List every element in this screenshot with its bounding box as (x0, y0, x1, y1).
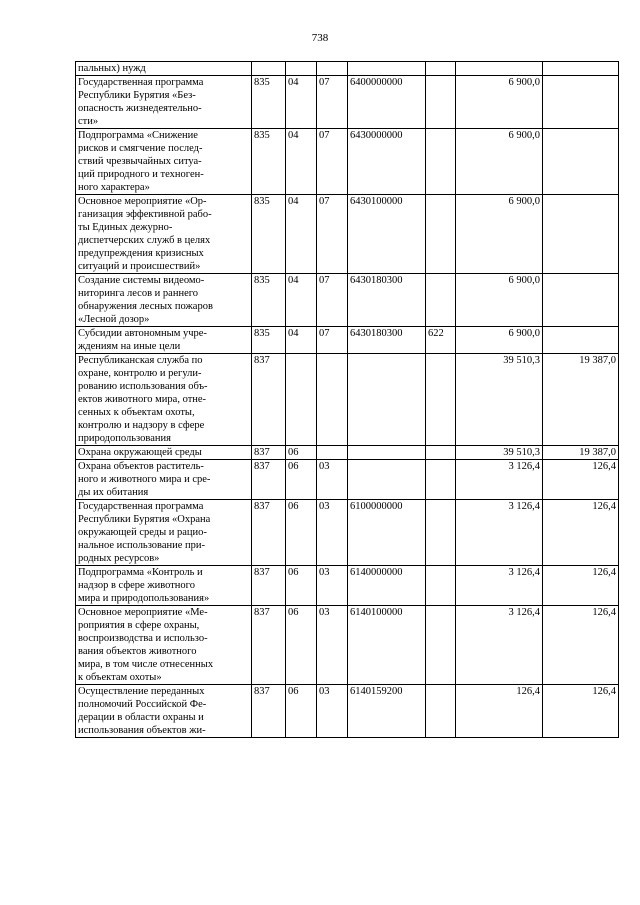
item-name-line: сенных к объектам охоты, (78, 407, 195, 418)
item-name-line: роприятия в сфере охраны, (78, 620, 200, 631)
federal-amount-cell (543, 129, 619, 195)
expense-type-cell (426, 500, 456, 566)
item-name-cell (76, 460, 252, 500)
expense-type-cell (426, 446, 456, 460)
federal-amount-cell: 126,4 (543, 460, 619, 500)
table-row (76, 195, 619, 274)
item-name-line: мира, в том числе отнесенных (78, 659, 214, 670)
item-name-line: ждениям на иные цели (78, 341, 181, 352)
section-code-cell: 04 (286, 327, 317, 354)
federal-amount-cell: 126,4 (543, 566, 619, 606)
item-name-line: родных ресурсов» (78, 553, 160, 564)
table-row (76, 354, 619, 446)
item-name-line: рованию использования объ- (78, 381, 208, 392)
subsection-code-cell (317, 62, 348, 76)
item-name-line: Основное мероприятие «Ор- (78, 196, 207, 207)
item-name-line: Охрана объектов раститель- (78, 461, 204, 472)
item-name-line: Республики Бурятия «Без- (78, 90, 196, 101)
subsection-code-cell: 03 (317, 500, 348, 566)
item-name-line: Осуществление переданных (78, 686, 205, 697)
item-name-line: контролю и надзору в сфере (78, 420, 205, 431)
target-article-cell (348, 354, 426, 446)
federal-amount-cell: 126,4 (543, 606, 619, 685)
ved-code-cell: 835 (252, 76, 286, 129)
section-code-cell: 06 (286, 566, 317, 606)
item-name-cell (76, 606, 252, 685)
federal-amount-cell (543, 274, 619, 327)
subsection-code-cell (317, 446, 348, 460)
section-code-cell (286, 62, 317, 76)
item-name-line: ствий чрезвычайных ситуа- (78, 156, 202, 167)
item-name-line: надзор в сфере животного (78, 580, 195, 591)
ved-code-cell: 835 (252, 129, 286, 195)
table-row (76, 327, 619, 354)
subsection-code-cell: 03 (317, 460, 348, 500)
expense-type-cell (426, 195, 456, 274)
item-name-line: предупреждения кризисных (78, 248, 204, 259)
item-name-line: ситуаций и происшествий» (78, 261, 201, 272)
section-code-cell: 04 (286, 76, 317, 129)
subsection-code-cell: 07 (317, 195, 348, 274)
federal-amount-cell (543, 327, 619, 354)
amount-cell: 3 126,4 (456, 566, 543, 606)
ved-code-cell: 837 (252, 500, 286, 566)
ved-code-cell: 837 (252, 685, 286, 738)
federal-amount-cell (543, 62, 619, 76)
subsection-code-cell: 03 (317, 566, 348, 606)
expense-type-cell (426, 274, 456, 327)
expense-type-cell (426, 62, 456, 76)
amount-cell: 6 900,0 (456, 327, 543, 354)
item-name-line: охране, контролю и регули- (78, 368, 202, 379)
section-code-cell: 06 (286, 606, 317, 685)
amount-cell: 39 510,3 (456, 446, 543, 460)
item-name-line: Охрана окружающей среды (78, 447, 202, 458)
amount-cell (456, 62, 543, 76)
ved-code-cell: 837 (252, 446, 286, 460)
item-name-line: диспетчерских служб в целях (78, 235, 211, 246)
target-article-cell: 6430180300 (348, 274, 426, 327)
ved-code-cell (252, 62, 286, 76)
item-name-cell (76, 566, 252, 606)
ved-code-cell: 835 (252, 274, 286, 327)
item-name-line: опасность жизнедеятельно- (78, 103, 202, 114)
item-name-cell (76, 354, 252, 446)
item-name-line: Подпрограмма «Контроль и (78, 567, 203, 578)
item-name-line: к объектам охоты» (78, 672, 162, 683)
ved-code-cell: 837 (252, 354, 286, 446)
target-article-cell: 6140159200 (348, 685, 426, 738)
item-name-cell (76, 62, 252, 76)
ved-code-cell: 835 (252, 195, 286, 274)
target-article-cell: 6400000000 (348, 76, 426, 129)
federal-amount-cell: 126,4 (543, 685, 619, 738)
subsection-code-cell: 07 (317, 76, 348, 129)
subsection-code-cell: 07 (317, 327, 348, 354)
target-article-cell: 6100000000 (348, 500, 426, 566)
amount-cell: 6 900,0 (456, 76, 543, 129)
item-name-line: ганизация эффективной рабо- (78, 209, 212, 220)
table-row (76, 500, 619, 566)
subsection-code-cell (317, 354, 348, 446)
ved-code-cell: 835 (252, 327, 286, 354)
item-name-line: ектов животного мира, отне- (78, 394, 207, 405)
item-name-line: обнаружения лесных пожаров (78, 301, 213, 312)
item-name-cell (76, 274, 252, 327)
subsection-code-cell: 03 (317, 685, 348, 738)
item-name-line: ты Единых дежурно- (78, 222, 173, 233)
item-name-cell (76, 500, 252, 566)
target-article-cell: 6430100000 (348, 195, 426, 274)
section-code-cell: 06 (286, 460, 317, 500)
item-name-cell (76, 685, 252, 738)
table-row (76, 76, 619, 129)
amount-cell: 6 900,0 (456, 195, 543, 274)
item-name-line: дерации в области охраны и (78, 712, 204, 723)
subsection-code-cell: 07 (317, 129, 348, 195)
section-code-cell: 06 (286, 685, 317, 738)
expense-type-cell (426, 685, 456, 738)
table-row (76, 606, 619, 685)
section-code-cell: 04 (286, 274, 317, 327)
item-name-line: использования объектов жи- (78, 725, 206, 736)
amount-cell: 39 510,3 (456, 354, 543, 446)
table-row (76, 685, 619, 738)
expense-type-cell (426, 606, 456, 685)
expense-type-cell: 622 (426, 327, 456, 354)
item-name-line: ного характера» (78, 182, 150, 193)
table-row (76, 460, 619, 500)
amount-cell: 6 900,0 (456, 129, 543, 195)
section-code-cell: 04 (286, 129, 317, 195)
item-name-line: воспроизводства и использо- (78, 633, 208, 644)
subsection-code-cell: 07 (317, 274, 348, 327)
amount-cell: 3 126,4 (456, 460, 543, 500)
expense-type-cell (426, 460, 456, 500)
item-name-line: природопользования (78, 433, 171, 444)
target-article-cell (348, 460, 426, 500)
target-article-cell: 6140000000 (348, 566, 426, 606)
item-name-cell (76, 446, 252, 460)
item-name-cell (76, 129, 252, 195)
budget-table (75, 61, 619, 738)
item-name-line: Основное мероприятие «Ме- (78, 607, 208, 618)
item-name-line: Подпрограмма «Снижение (78, 130, 198, 141)
item-name-line: Государственная программа (78, 501, 204, 512)
item-name-line: ды их обитания (78, 487, 149, 498)
item-name-line: нальное использование при- (78, 540, 206, 551)
table-row (76, 62, 619, 76)
item-name-line: Республики Бурятия «Охрана (78, 514, 211, 525)
expense-type-cell (426, 354, 456, 446)
target-article-cell: 6430180300 (348, 327, 426, 354)
expense-type-cell (426, 129, 456, 195)
federal-amount-cell (543, 76, 619, 129)
federal-amount-cell: 19 387,0 (543, 446, 619, 460)
target-article-cell: 6140100000 (348, 606, 426, 685)
section-code-cell (286, 354, 317, 446)
federal-amount-cell: 19 387,0 (543, 354, 619, 446)
table-row (76, 566, 619, 606)
section-code-cell: 06 (286, 446, 317, 460)
item-name-line: рисков и смягчение послед- (78, 143, 203, 154)
federal-amount-cell: 126,4 (543, 500, 619, 566)
item-name-line: мира и природопользования» (78, 593, 210, 604)
item-name-line: Субсидии автономным учре- (78, 328, 207, 339)
item-name-line: окружающей среды и рацио- (78, 527, 207, 538)
amount-cell: 126,4 (456, 685, 543, 738)
table-row (76, 446, 619, 460)
item-name-line: Государственная программа (78, 77, 204, 88)
ved-code-cell: 837 (252, 460, 286, 500)
target-article-cell (348, 62, 426, 76)
amount-cell: 3 126,4 (456, 606, 543, 685)
ved-code-cell: 837 (252, 566, 286, 606)
item-name-cell (76, 76, 252, 129)
item-name-line: пальных) нужд (78, 63, 146, 74)
item-name-line: «Лесной дозор» (78, 314, 150, 325)
target-article-cell: 6430000000 (348, 129, 426, 195)
item-name-line: ций природного и техноген- (78, 169, 204, 180)
item-name-line: полномочий Российской Фе- (78, 699, 207, 710)
table-row (76, 274, 619, 327)
section-code-cell: 06 (286, 500, 317, 566)
expense-type-cell (426, 76, 456, 129)
page-number: 738 (311, 32, 329, 44)
target-article-cell (348, 446, 426, 460)
amount-cell: 3 126,4 (456, 500, 543, 566)
federal-amount-cell (543, 195, 619, 274)
section-code-cell: 04 (286, 195, 317, 274)
item-name-cell (76, 195, 252, 274)
item-name-line: сти» (78, 116, 99, 127)
expense-type-cell (426, 566, 456, 606)
item-name-cell (76, 327, 252, 354)
item-name-line: Создание системы видеомо- (78, 275, 205, 286)
item-name-line: вания объектов животного (78, 646, 197, 657)
item-name-line: ниторинга лесов и раннего (78, 288, 199, 299)
table-row (76, 129, 619, 195)
subsection-code-cell: 03 (317, 606, 348, 685)
item-name-line: Республиканская служба по (78, 355, 203, 366)
item-name-line: ного и животного мира и сре- (78, 474, 211, 485)
amount-cell: 6 900,0 (456, 274, 543, 327)
ved-code-cell: 837 (252, 606, 286, 685)
